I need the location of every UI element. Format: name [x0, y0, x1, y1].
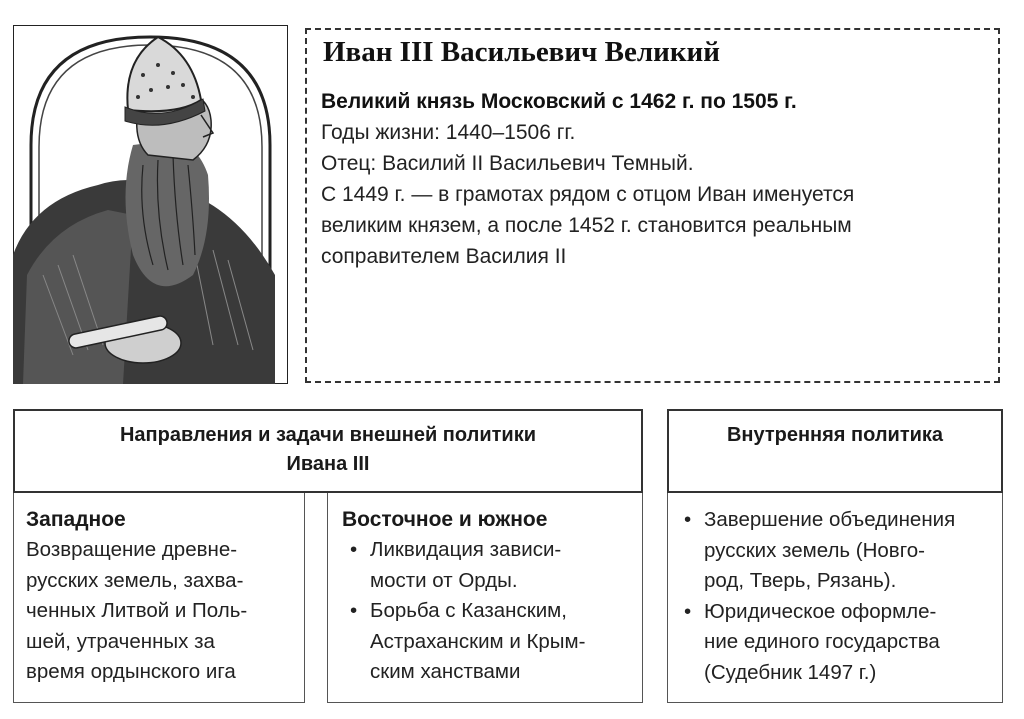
- foreign-policy-header-line2: Ивана III: [286, 453, 370, 475]
- text-line: (Судебник 1497 г.): [704, 660, 877, 684]
- text-line: время ордынского ига: [26, 660, 236, 683]
- text-line: Астраханским и Крым-: [370, 629, 586, 653]
- text-line: Завершение объединения: [704, 508, 956, 531]
- west-direction-text: [26, 535, 294, 688]
- reign-line: Великий князь Московский с 1462 г. по 1505 г.: [321, 90, 797, 113]
- ruler-details: [321, 86, 854, 272]
- text-line: Ликвидация зависи-: [370, 538, 562, 561]
- text-line: Юридическое оформле-: [704, 599, 937, 623]
- east-south-direction-title: Восточное и южное: [342, 508, 548, 531]
- info-line: Отец: Василий II Васильевич Темный.: [321, 152, 694, 175]
- west-direction-column: [13, 493, 305, 703]
- text-line: Возвращение древне-: [26, 538, 238, 561]
- text-line: Борьба с Казанским,: [370, 599, 567, 622]
- list-item: [342, 535, 632, 596]
- text-line: ние единого государства: [704, 630, 940, 653]
- text-line: мости от Орды.: [370, 568, 518, 592]
- info-line: соправителем Василия II: [321, 245, 567, 268]
- text-line: ским ханствами: [370, 660, 521, 683]
- list-item: [676, 505, 992, 597]
- bullet-icon: •: [350, 538, 358, 561]
- info-line: великим князем, а после 1452 г. становится реальным: [321, 214, 852, 237]
- bullet-icon: •: [684, 599, 692, 623]
- foreign-policy-header: [13, 409, 643, 493]
- text-line: ченных Литвой и Поль-: [26, 599, 248, 622]
- domestic-policy-header: [667, 409, 1003, 493]
- bullet-icon: •: [350, 599, 358, 622]
- domestic-policy-column: [667, 493, 1003, 703]
- text-line: шей, утраченных за: [26, 629, 215, 653]
- text-line: русских земель, захва-: [26, 568, 244, 592]
- bullet-icon: •: [684, 508, 692, 531]
- west-direction-title: Западное: [26, 508, 126, 531]
- list-item: [676, 597, 992, 689]
- foreign-policy-header-line1: Направления и задачи внешней политики: [119, 424, 537, 446]
- east-south-list: [342, 535, 632, 688]
- portrait-image: [13, 25, 288, 384]
- list-item: [342, 596, 632, 688]
- domestic-list: [676, 505, 992, 688]
- ruler-info-box: [305, 28, 1000, 383]
- info-line: С 1449 г. — в грамотах рядом с отцом Иван именуется: [321, 183, 855, 206]
- text-line: род, Тверь, Рязань).: [704, 569, 897, 592]
- info-line: Годы жизни: 1440–1506 гг.: [321, 121, 576, 144]
- domestic-policy-header-text: Внутренняя политика: [726, 424, 944, 446]
- east-south-direction-column: [327, 493, 643, 703]
- text-line: русских земель (Новго-: [704, 538, 925, 562]
- ruler-title: Иван III Васильевич Великий: [323, 36, 720, 68]
